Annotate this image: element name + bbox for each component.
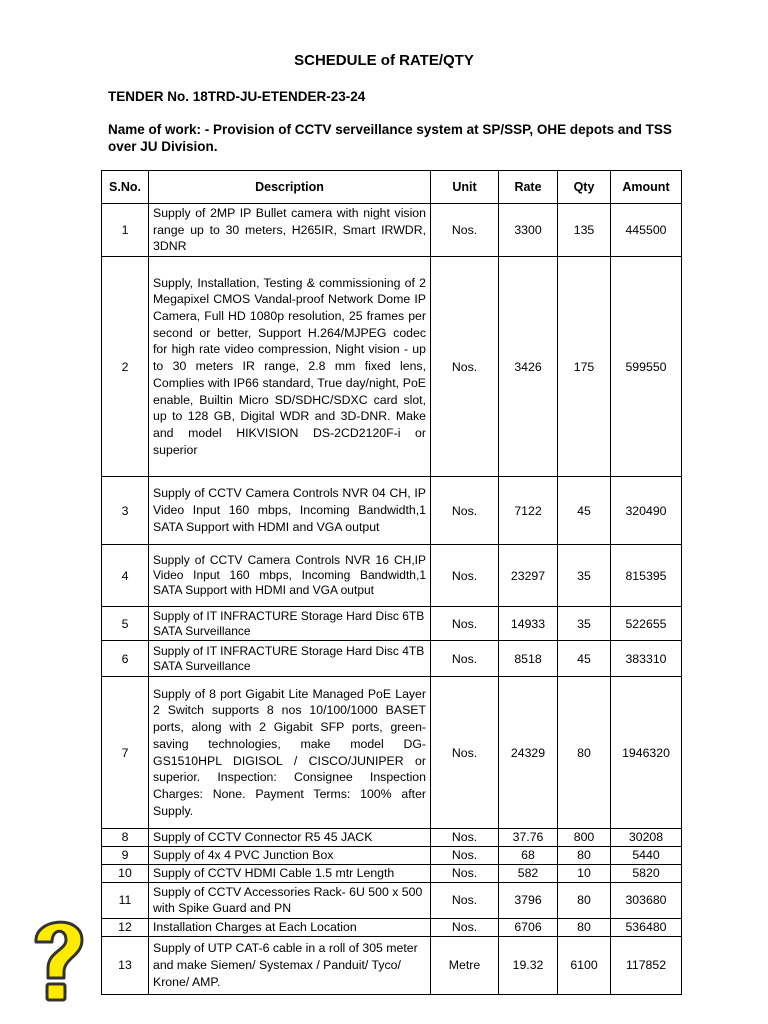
schedule-table: [101, 170, 682, 995]
cell-rate: 24329: [499, 677, 558, 829]
cell-amount: 5820: [611, 864, 682, 882]
cell-amount: 303680: [611, 882, 682, 918]
cell-rate: 3796: [499, 882, 558, 918]
cell-unit: Metre: [431, 936, 499, 994]
cell-rate: 6706: [499, 918, 558, 936]
table-row: [102, 829, 682, 847]
cell-unit: Nos.: [431, 545, 499, 607]
table-row: [102, 607, 682, 641]
cell-unit: Nos.: [431, 257, 499, 477]
cell-description: Supply of UTP CAT-6 cable in a roll of 305 meter and make Siemen/ Systemax / Panduit/ Tyco/ Krone/ AMP.: [149, 936, 431, 994]
cell-unit: Nos.: [431, 846, 499, 864]
cell-description: Supply of CCTV Connector R5 45 JACK: [149, 829, 431, 847]
table-row: [102, 641, 682, 677]
cell-amount: 5440: [611, 846, 682, 864]
header-sno: S.No.: [102, 171, 149, 204]
cell-sno: 5: [102, 607, 149, 641]
cell-qty: 35: [558, 607, 611, 641]
cell-amount: 1946320: [611, 677, 682, 829]
cell-sno: 11: [102, 882, 149, 918]
cell-description: Supply of IT INFRACTURE Storage Hard Disc 4TB SATA Surveillance: [149, 641, 431, 677]
cell-qty: 10: [558, 864, 611, 882]
cell-description: Supply of CCTV Camera Controls NVR 04 CH, IP Video Input 160 mbps, Incoming Bandwidth,1 SATA Support with HDMI and VGA output: [149, 477, 431, 545]
header-description: Description: [149, 171, 431, 204]
cell-unit: Nos.: [431, 204, 499, 257]
cell-rate: 68: [499, 846, 558, 864]
cell-amount: 383310: [611, 641, 682, 677]
name-of-work: Name of work: - Provision of CCTV serveillance system at SP/SSP, OHE depots and TSS over JU Division.: [108, 122, 672, 154]
cell-sno: 3: [102, 477, 149, 545]
tender-number: TENDER No. 18TRD-JU-ETENDER-23-24: [108, 89, 366, 104]
cell-unit: Nos.: [431, 477, 499, 545]
table-header-row: [102, 171, 682, 204]
table-row: [102, 846, 682, 864]
cell-amount: 445500: [611, 204, 682, 257]
cell-qty: 45: [558, 477, 611, 545]
cell-rate: 14933: [499, 607, 558, 641]
cell-rate: 8518: [499, 641, 558, 677]
table-row: [102, 545, 682, 607]
cell-sno: 9: [102, 846, 149, 864]
cell-rate: 582: [499, 864, 558, 882]
page-title: SCHEDULE of RATE/QTY: [294, 52, 474, 69]
cell-description: Supply of 2MP IP Bullet camera with night vision range up to 30 meters, H265IR, Smart IRWDR, 3DNR: [149, 204, 431, 257]
cell-description: Supply of CCTV Camera Controls NVR 16 CH,IP Video Input 160 mbps, Incoming Bandwidth,1 SATA Support with HDMI and VGA output: [149, 545, 431, 607]
cell-qty: 800: [558, 829, 611, 847]
cell-qty: 175: [558, 257, 611, 477]
cell-unit: Nos.: [431, 882, 499, 918]
cell-rate: 19.32: [499, 936, 558, 994]
cell-qty: 80: [558, 918, 611, 936]
cell-rate: 3300: [499, 204, 558, 257]
cell-rate: 3426: [499, 257, 558, 477]
cell-rate: 7122: [499, 477, 558, 545]
cell-description: Supply, Installation, Testing & commissioning of 2 Megapixel CMOS Vandal-proof Network Dome IP Camera, Full HD 1080p resolution, 25 frames per second or better, Support H.264/MJPEG codec for high rate video compression, Night vision - up to 30 meters IR range, 2.8 mm fixed lens, Complies with IP66 standard, True day/night, PoE enable, Builtin Micro SD/SDHC/SDXC card slot, up to 128 GB, Digital WDR and 3D-DNR. Make and model HIKVISION DS-2CD2120F-i or superior: [149, 257, 431, 477]
cell-unit: Nos.: [431, 918, 499, 936]
cell-unit: Nos.: [431, 607, 499, 641]
header-unit: Unit: [431, 171, 499, 204]
cell-description: Supply of CCTV HDMI Cable 1.5 mtr Length: [149, 864, 431, 882]
header-amount: Amount: [611, 171, 682, 204]
cell-unit: Nos.: [431, 641, 499, 677]
cell-sno: 10: [102, 864, 149, 882]
cell-rate: 37.76: [499, 829, 558, 847]
cell-amount: 522655: [611, 607, 682, 641]
cell-description: Installation Charges at Each Location: [149, 918, 431, 936]
table-row: [102, 477, 682, 545]
cell-unit: Nos.: [431, 864, 499, 882]
table-row: [102, 864, 682, 882]
cell-qty: 80: [558, 846, 611, 864]
cell-sno: 7: [102, 677, 149, 829]
table-row: [102, 257, 682, 477]
cell-sno: 8: [102, 829, 149, 847]
table-row: [102, 936, 682, 994]
cell-sno: 2: [102, 257, 149, 477]
question-mark-icon: [28, 912, 88, 1004]
header-qty: Qty: [558, 171, 611, 204]
cell-qty: 35: [558, 545, 611, 607]
table-row: [102, 882, 682, 918]
cell-amount: 599550: [611, 257, 682, 477]
cell-amount: 815395: [611, 545, 682, 607]
cell-unit: Nos.: [431, 829, 499, 847]
cell-rate: 23297: [499, 545, 558, 607]
cell-description: Supply of CCTV Accessories Rack- 6U 500 x 500 with Spike Guard and PN: [149, 882, 431, 918]
cell-description: Supply of IT INFRACTURE Storage Hard Disc 6TB SATA Surveillance: [149, 607, 431, 641]
cell-qty: 80: [558, 882, 611, 918]
cell-qty: 135: [558, 204, 611, 257]
cell-sno: 4: [102, 545, 149, 607]
cell-sno: 6: [102, 641, 149, 677]
cell-unit: Nos.: [431, 677, 499, 829]
header-rate: Rate: [499, 171, 558, 204]
cell-sno: 12: [102, 918, 149, 936]
table-row: [102, 918, 682, 936]
cell-qty: 6100: [558, 936, 611, 994]
cell-description: Supply of 4x 4 PVC Junction Box: [149, 846, 431, 864]
cell-qty: 45: [558, 641, 611, 677]
cell-amount: 117852: [611, 936, 682, 994]
cell-amount: 30208: [611, 829, 682, 847]
cell-description: Supply of 8 port Gigabit Lite Managed PoE Layer 2 Switch supports 8 nos 10/100/1000 BASET ports, along with 2 Gigabit SFP ports, green-saving technologies, make model DG-GS1510HPL DIGISOL / CISCO/JUNIPER or superior. Inspection: Consignee Inspection Charges: None. Payment Terms: 100% after Supply.: [149, 677, 431, 829]
table-row: [102, 677, 682, 829]
cell-amount: 536480: [611, 918, 682, 936]
cell-sno: 13: [102, 936, 149, 994]
cell-qty: 80: [558, 677, 611, 829]
cell-amount: 320490: [611, 477, 682, 545]
cell-sno: 1: [102, 204, 149, 257]
table-row: [102, 204, 682, 257]
